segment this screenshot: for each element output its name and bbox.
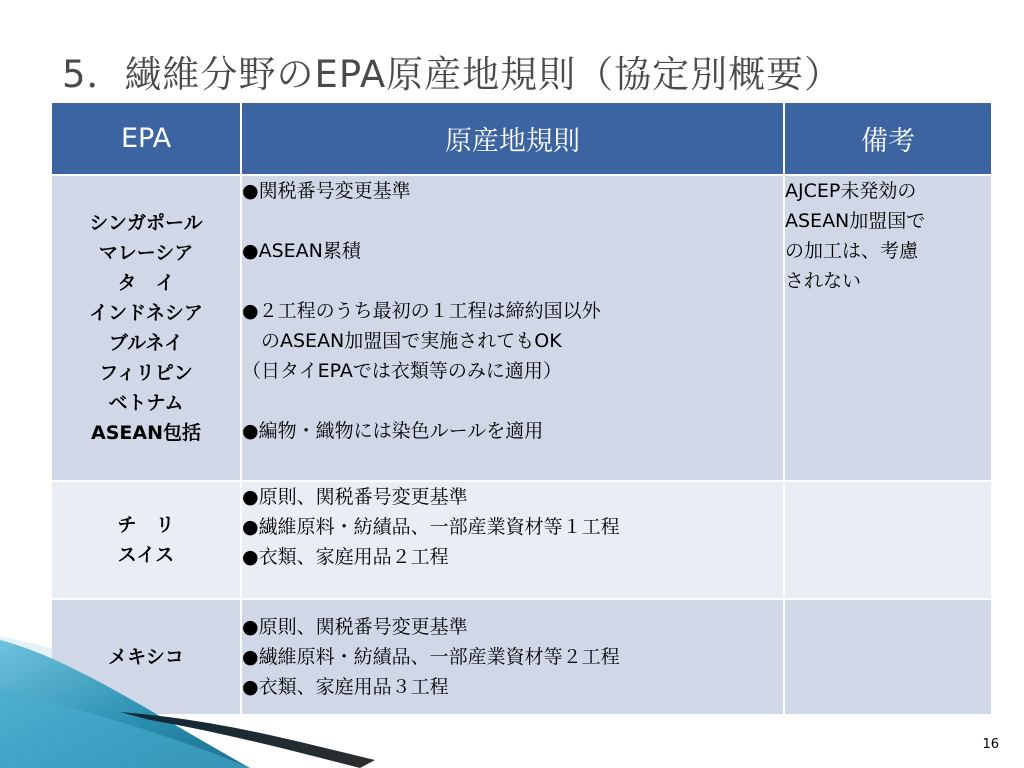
remarks-cell — [784, 175, 992, 481]
table-row — [51, 175, 992, 481]
rule-spacer — [242, 206, 783, 236]
rule-line: ●原則、関税番号変更基準 — [242, 486, 468, 508]
rule-line: ●関税番号変更基準 — [242, 180, 411, 202]
remarks-cell — [784, 481, 992, 599]
rule-line: ●２工程のうち最初の１工程は締約国以外 — [242, 300, 601, 322]
rule-spacer — [242, 386, 783, 416]
rule-line: ●衣類、家庭用品３工程 — [242, 676, 449, 698]
table-header-row — [51, 102, 992, 175]
country-cell: メキシコ — [51, 599, 241, 715]
country-cell: チ リ スイス — [51, 481, 241, 599]
rule-line: ●繊維原料・紡績品、一部産業資材等２工程 — [242, 646, 620, 668]
rule-spacer — [242, 266, 783, 296]
table-row — [51, 481, 992, 599]
rule-line: ●衣類、家庭用品２工程 — [242, 546, 449, 568]
rule-line: ●繊維原料・紡績品、一部産業資材等１工程 — [242, 516, 620, 538]
slide-title: 5．繊維分野のEPA原産地規則（協定別概要） — [62, 53, 843, 96]
page-number: 16 — [982, 737, 999, 752]
remarks-cell — [784, 599, 992, 715]
header-rules: 原産地規則 — [241, 102, 784, 175]
rule-cell — [241, 175, 784, 481]
rule-line: （日タイEPAでは衣類等のみに適用） — [242, 360, 562, 382]
header-remarks: 備考 — [784, 102, 992, 175]
rule-line: のASEAN加盟国で実施されてもOK — [242, 330, 562, 352]
rule-line: ●編物・織物には染色ルールを適用 — [242, 420, 544, 442]
country-cell: シンガポール マレーシア タ イ インドネシア ブルネイ フィリピン ベトナム ASEAN包括 — [51, 175, 241, 481]
rule-cell — [241, 481, 784, 599]
rule-line: ●ASEAN累積 — [242, 240, 361, 262]
header-epa: EPA — [51, 102, 241, 175]
rule-line: ●原則、関税番号変更基準 — [242, 616, 468, 638]
remarks-text: AJCEP未発効の ASEAN加盟国で の加工は、考慮 されない — [785, 180, 926, 292]
corner-swoosh-decoration — [0, 600, 380, 768]
